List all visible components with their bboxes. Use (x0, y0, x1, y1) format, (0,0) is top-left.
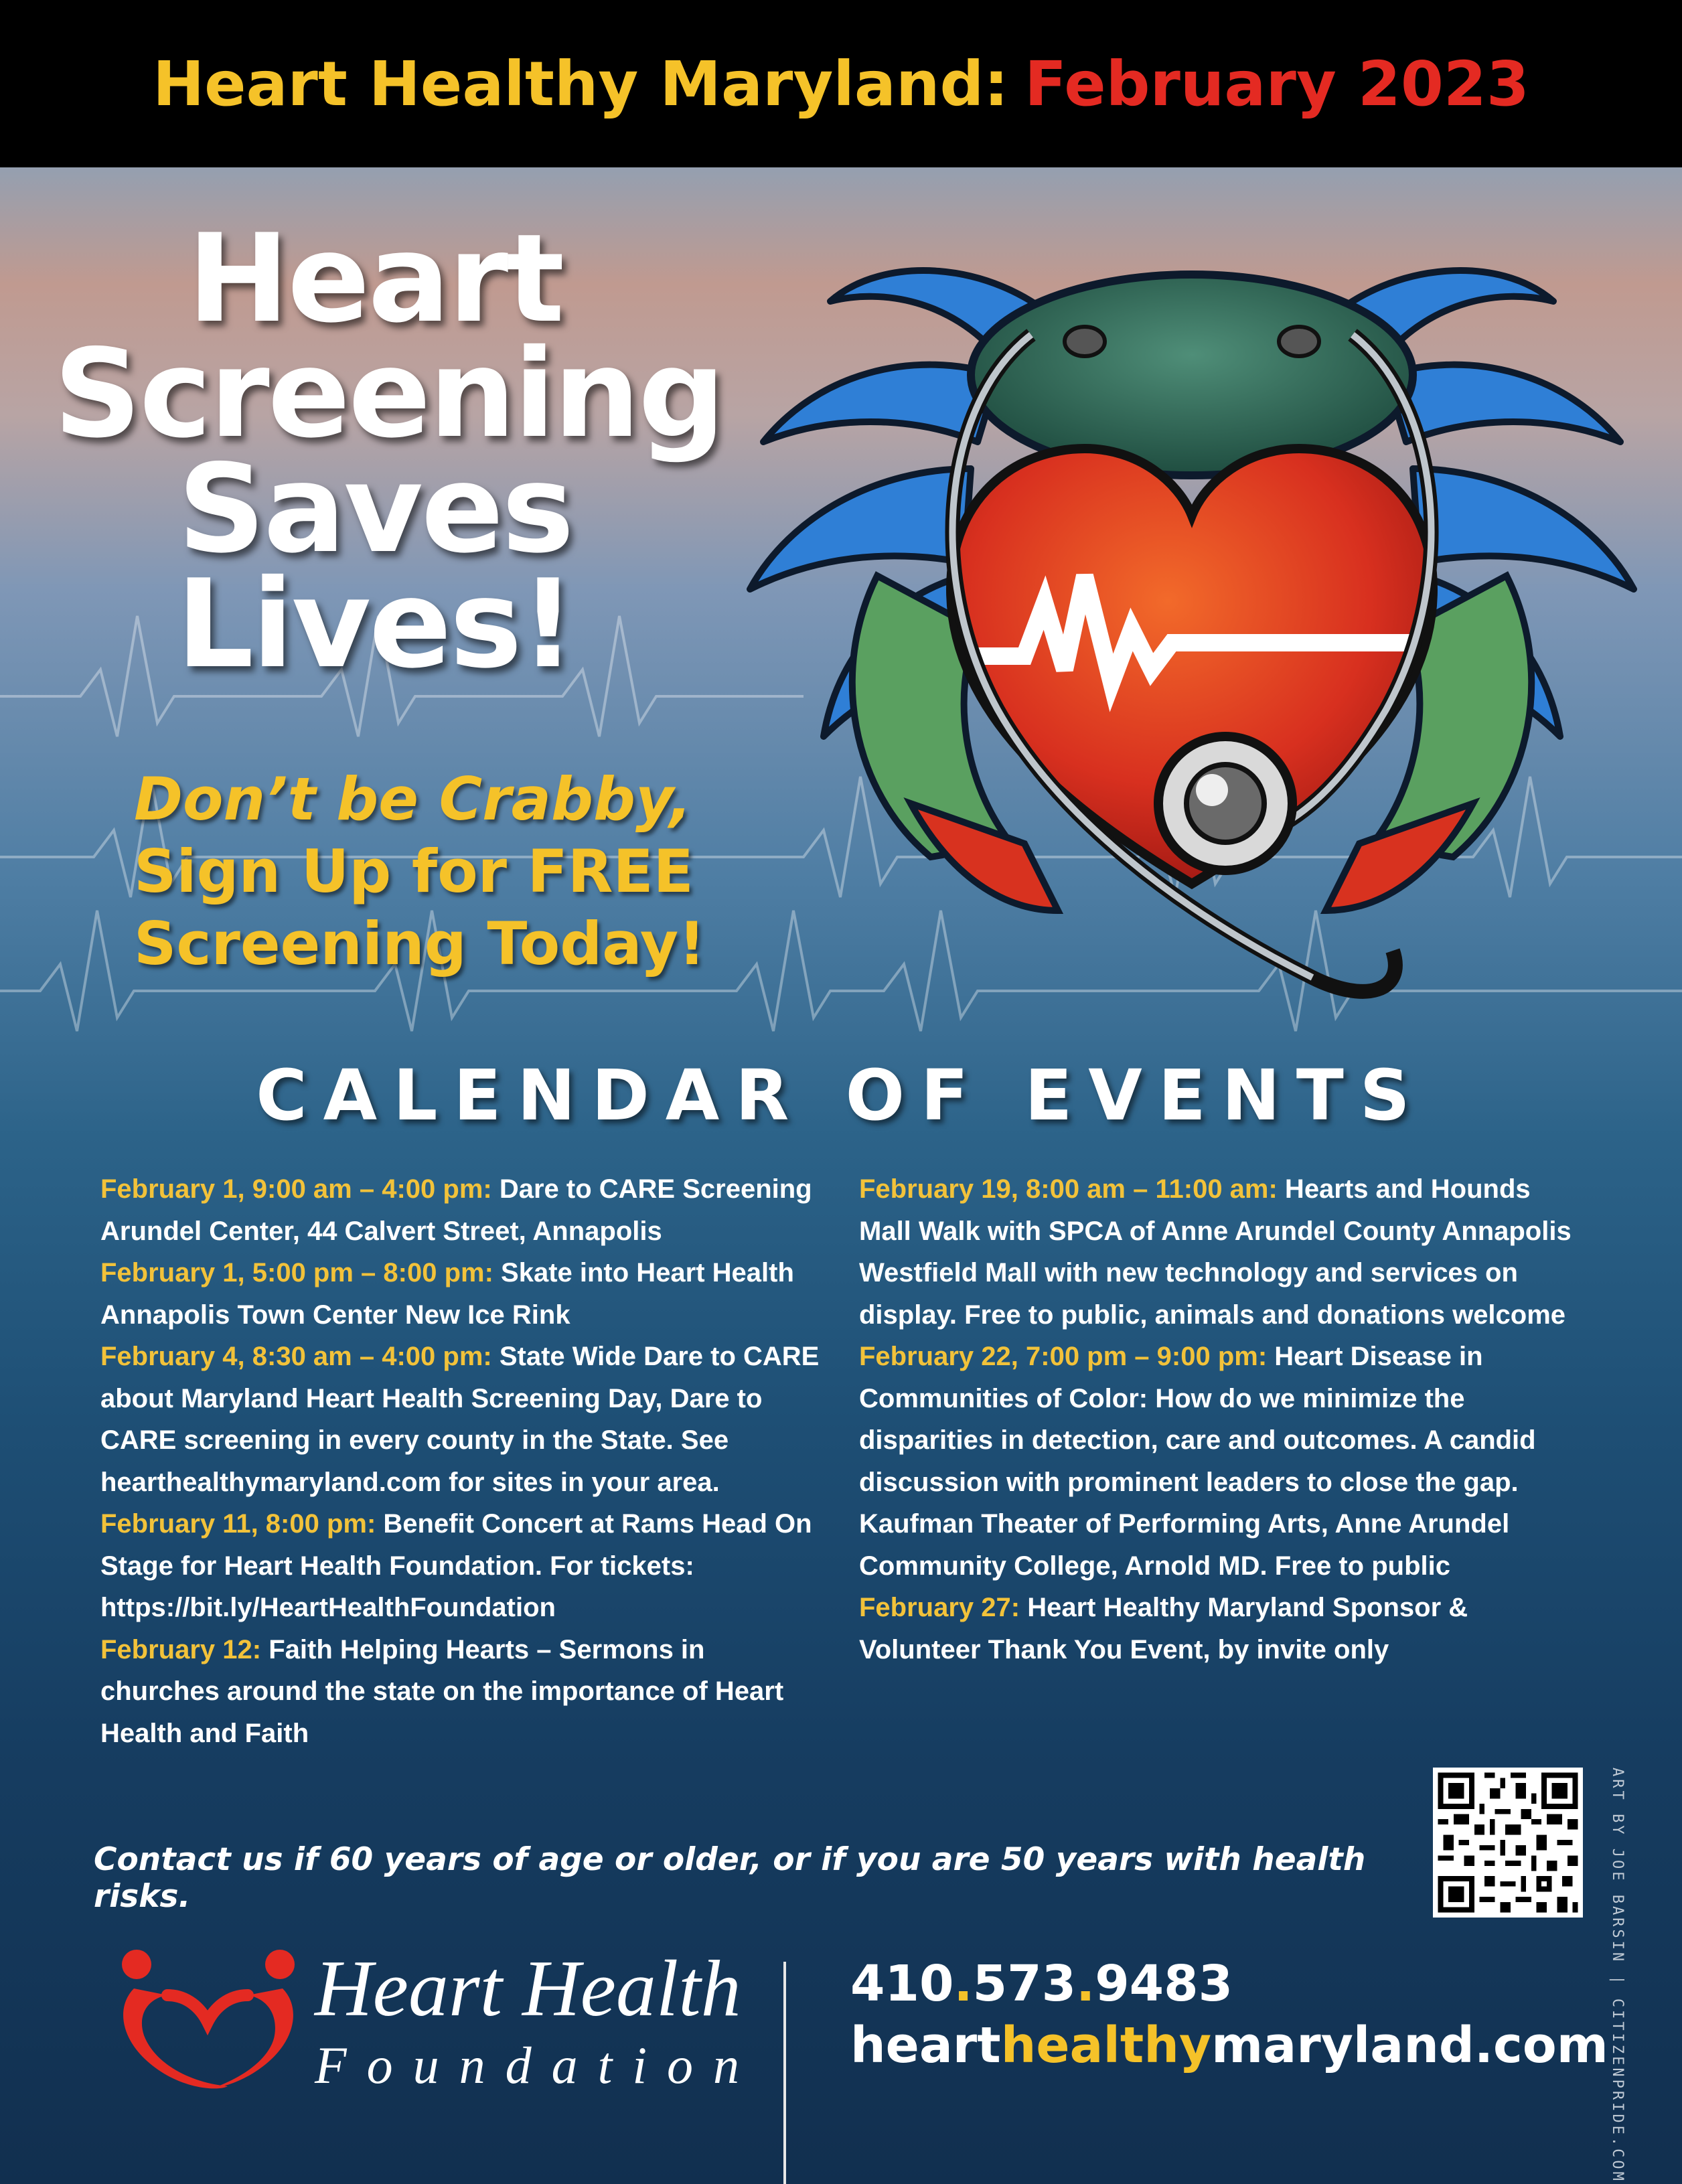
headline-line: Saves (177, 438, 572, 580)
event-date: February 12: (100, 1634, 262, 1664)
event-text: Skate into Heart Health Annapolis Town Center New Ice Rink (100, 1258, 794, 1330)
event-text: Hearts and Hounds Mall Walk with SPCA of Anne Arundel County Annapolis Westfield Mall with new technology and services on display. Free to public, animals and donations welcome (859, 1174, 1572, 1330)
tagline (134, 763, 870, 980)
phone-part: 410 (850, 1955, 954, 2013)
url-part: maryland.com (1211, 2017, 1608, 2074)
event-date: February 11, 8:00 pm: (100, 1509, 376, 1539)
phone-part: 573 (972, 1955, 1077, 2013)
calendar-title: CALENDAR OF EVENTS (256, 1055, 1426, 1136)
event-date: February 1, 5:00 pm – 8:00 pm: (100, 1258, 493, 1288)
header-date: February 2023 (1024, 48, 1529, 120)
tagline-line: Don’t be Crabby, (134, 765, 692, 834)
contact-note: Contact us if 60 years of age or older, or if you are 50 years with health risks. (94, 1841, 1366, 1915)
event-item (859, 1168, 1589, 1336)
events-column-right (859, 1168, 1589, 1670)
event-item (100, 1629, 830, 1755)
url-part: heart (850, 2017, 1001, 2074)
phone-dot: . (1076, 1955, 1095, 2013)
events-column-left (100, 1168, 830, 1754)
event-item (100, 1252, 830, 1336)
header-bar (0, 0, 1682, 167)
art-credit (1606, 1768, 1632, 2183)
headline-line: Lives! (176, 553, 574, 695)
headline-line: Screening (54, 323, 724, 465)
event-date: February 27: (859, 1593, 1020, 1622)
org-subname: Foundation (315, 2036, 759, 2094)
event-text: Dare to CARE Screening Arundel Center, 44 Calvert Street, Annapolis (100, 1174, 812, 1246)
org-name: Heart Health (315, 1944, 741, 2033)
header-title: Heart Healthy Maryland: (153, 48, 1009, 120)
url-part: healthy (1000, 2017, 1212, 2074)
art-credit-text: ART BY JOE BARSIN | CITIZENPRIDE.COM (1609, 1768, 1626, 2183)
event-item (859, 1336, 1589, 1587)
headline-line: Heart (187, 208, 563, 349)
event-date: February 4, 8:30 am – 4:00 pm: (100, 1342, 492, 1371)
phone-part: 9483 (1095, 1955, 1233, 2013)
phone-dot: . (953, 1955, 973, 2013)
event-text: Heart Disease in Communities of Color: How do we minimize the disparities in detection, care and outcomes. A candid discussion with prominent leaders to close the gap. Kaufman Theater of Performing Arts, Anne Arundel Community College, Arnold MD. Free to public (859, 1342, 1536, 1581)
event-item (100, 1168, 830, 1252)
event-text: Heart Healthy Maryland Sponsor & Volunteer Thank You Event, by invite only (859, 1593, 1468, 1664)
headline (54, 208, 724, 695)
event-item (100, 1336, 830, 1503)
tagline-line: Screening Today! (134, 909, 706, 978)
event-date: February 22, 7:00 pm – 9:00 pm: (859, 1342, 1268, 1371)
tagline-line: Sign Up for FREE (134, 837, 694, 906)
qr-code-icon[interactable] (1433, 1768, 1583, 1918)
divider (783, 1962, 786, 2184)
event-date: February 19, 8:00 am – 11:00 am: (859, 1174, 1278, 1204)
event-text: State Wide Dare to CARE about Maryland Heart Health Screening Day, Dare to CARE screening in every county in the State. See hearthealthymaryland.com for sites in your area. (100, 1342, 820, 1497)
event-item (100, 1503, 830, 1629)
event-item (859, 1587, 1589, 1670)
website-link[interactable] (850, 2017, 1608, 2074)
event-date: February 1, 9:00 am – 4:00 pm: (100, 1174, 492, 1204)
event-text: Benefit Concert at Rams Head On Stage for Heart Health Foundation. For tickets: https://bit.ly/HeartHealthFoundation (100, 1509, 812, 1622)
event-text: Faith Helping Hearts – Sermons in churches around the state on the importance of Heart Health and Faith (100, 1634, 784, 1748)
heart-people-logo-icon (107, 1935, 308, 2096)
phone-number[interactable] (850, 1955, 1233, 2013)
